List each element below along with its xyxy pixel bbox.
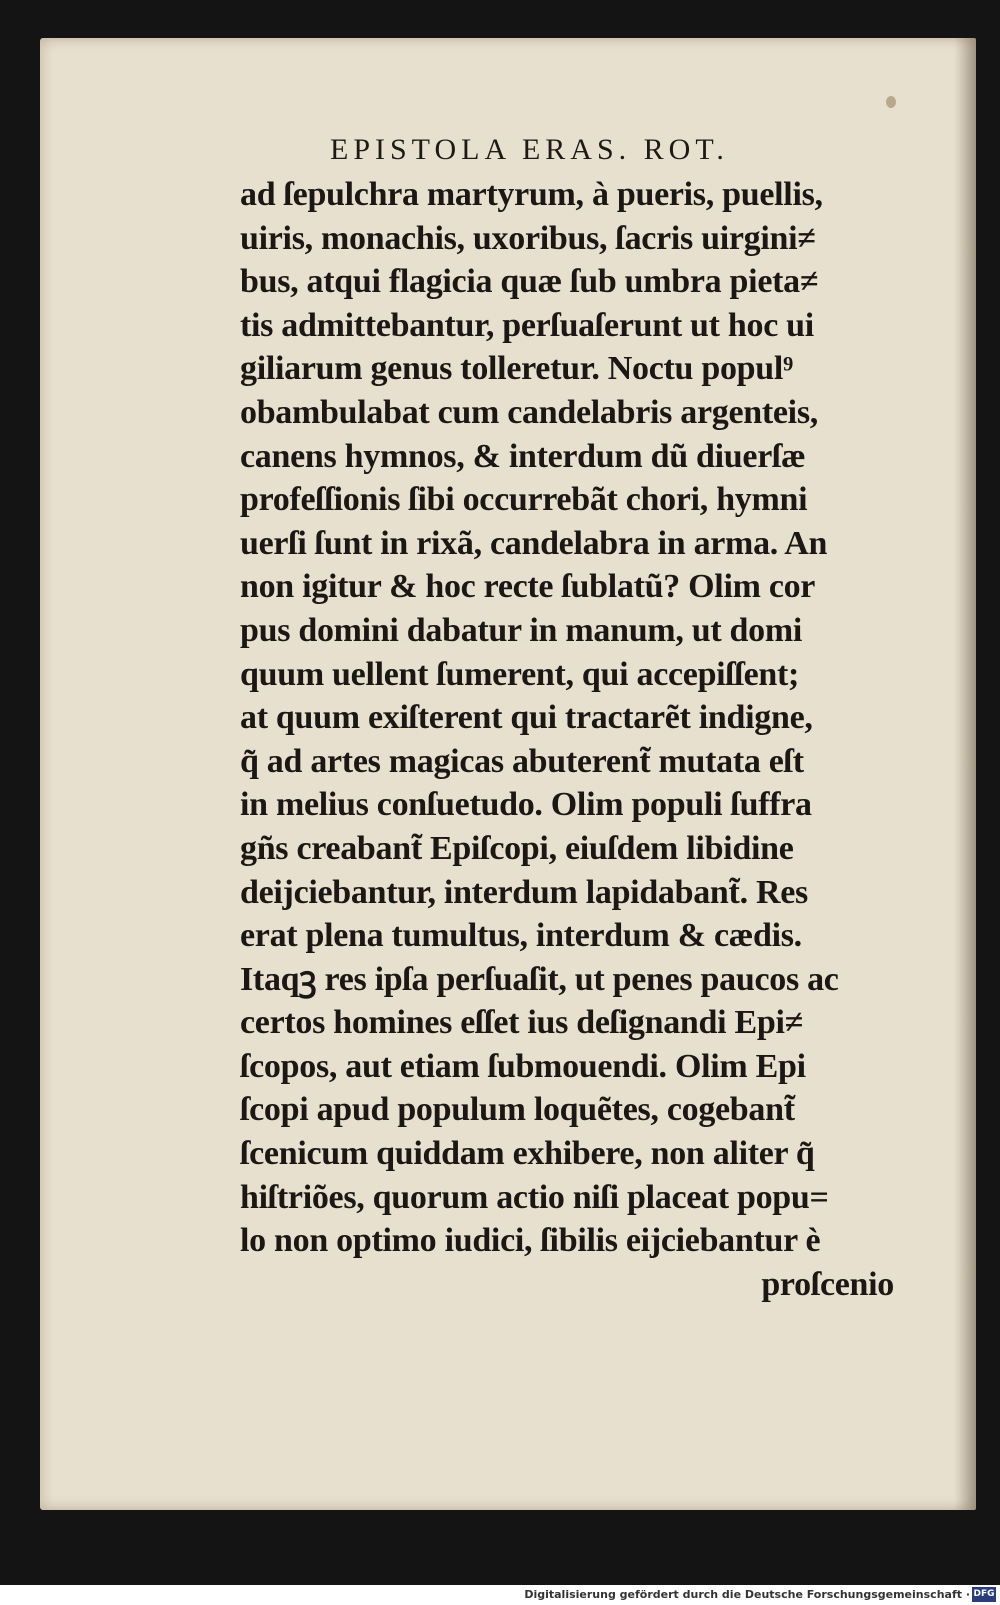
text-line: lo non optimo iudici, ſibilis eijciebantur è: [240, 1222, 821, 1260]
text-line: Itaqꝫ res ipſa perſuaſit, ut penes paucos ac: [240, 960, 839, 998]
text-line: uerſi ſunt in rixã, candelabra in arma. An: [240, 524, 828, 562]
text-line: ſcopos, aut etiam ſubmouendi. Olim Epi: [240, 1047, 806, 1085]
text-line: in melius conſuetudo. Olim populi ſuffra: [240, 786, 812, 824]
digitization-credit: Digitalisierung gefördert durch die Deutsche Forschungsgemeinschaft ·: [524, 1588, 970, 1601]
text-line: at quum exiſterent qui tractarẽt indigne,: [240, 699, 813, 737]
text-line: profeſſionis ſibi occurrebãt chori, hymni: [240, 481, 808, 519]
text-line: uiris, monachis, uxoribus, ſacris uirgini≠: [240, 219, 816, 257]
dfg-logo-icon: DFG: [972, 1587, 996, 1602]
running-head: EPISTOLA ERAS. ROT.: [330, 133, 729, 166]
text-line: bus, atqui flagicia quæ ſub umbra pieta≠: [240, 263, 819, 301]
catchword: proſcenio: [761, 1265, 894, 1303]
text-line: giliarum genus tolleretur. Noctu popul⁹: [240, 350, 793, 388]
text-line: q̃ ad artes magicas abuterent̃ mutata eſt: [240, 742, 804, 780]
text-line: erat plena tumultus, interdum & cædis.: [240, 917, 802, 955]
text-line: non igitur & hoc recte ſublatũ? Olim cor: [240, 568, 816, 606]
text-line: tis admittebantur, perſuaſerunt ut hoc ui: [240, 306, 814, 344]
book-page: [40, 38, 976, 1510]
text-line: ſcopi apud populum loquẽtes, cogebant̃: [240, 1091, 795, 1129]
paper-stain: [886, 96, 896, 108]
footer-strip: [0, 1585, 1000, 1605]
text-line: quum uellent ſumerent, qui accepiſſent;: [240, 655, 800, 693]
text-line: ſcenicum quiddam exhibere, non aliter q̃: [240, 1135, 815, 1173]
text-line: certos homines eſſet ius deſignandi Epi≠: [240, 1004, 803, 1042]
text-block: [240, 173, 940, 1306]
text-line: canens hymnos, & interdum dũ diuerſæ: [240, 437, 806, 475]
text-line: obambulabat cum candelabris argenteis,: [240, 393, 818, 431]
page-gutter-shadow: [954, 38, 976, 1510]
text-line: pus domini dabatur in manum, ut domi: [240, 611, 803, 649]
text-line: hiſtriões, quorum actio niſi placeat popu=: [240, 1178, 829, 1216]
text-line: ad ſepulchra martyrum, à pueris, puellis,: [240, 176, 823, 213]
text-line: deijciebantur, interdum lapidabant̃. Res: [240, 873, 808, 911]
text-line: gñs creabant̃ Epiſcopi, eiuſdem libidine: [240, 829, 794, 867]
